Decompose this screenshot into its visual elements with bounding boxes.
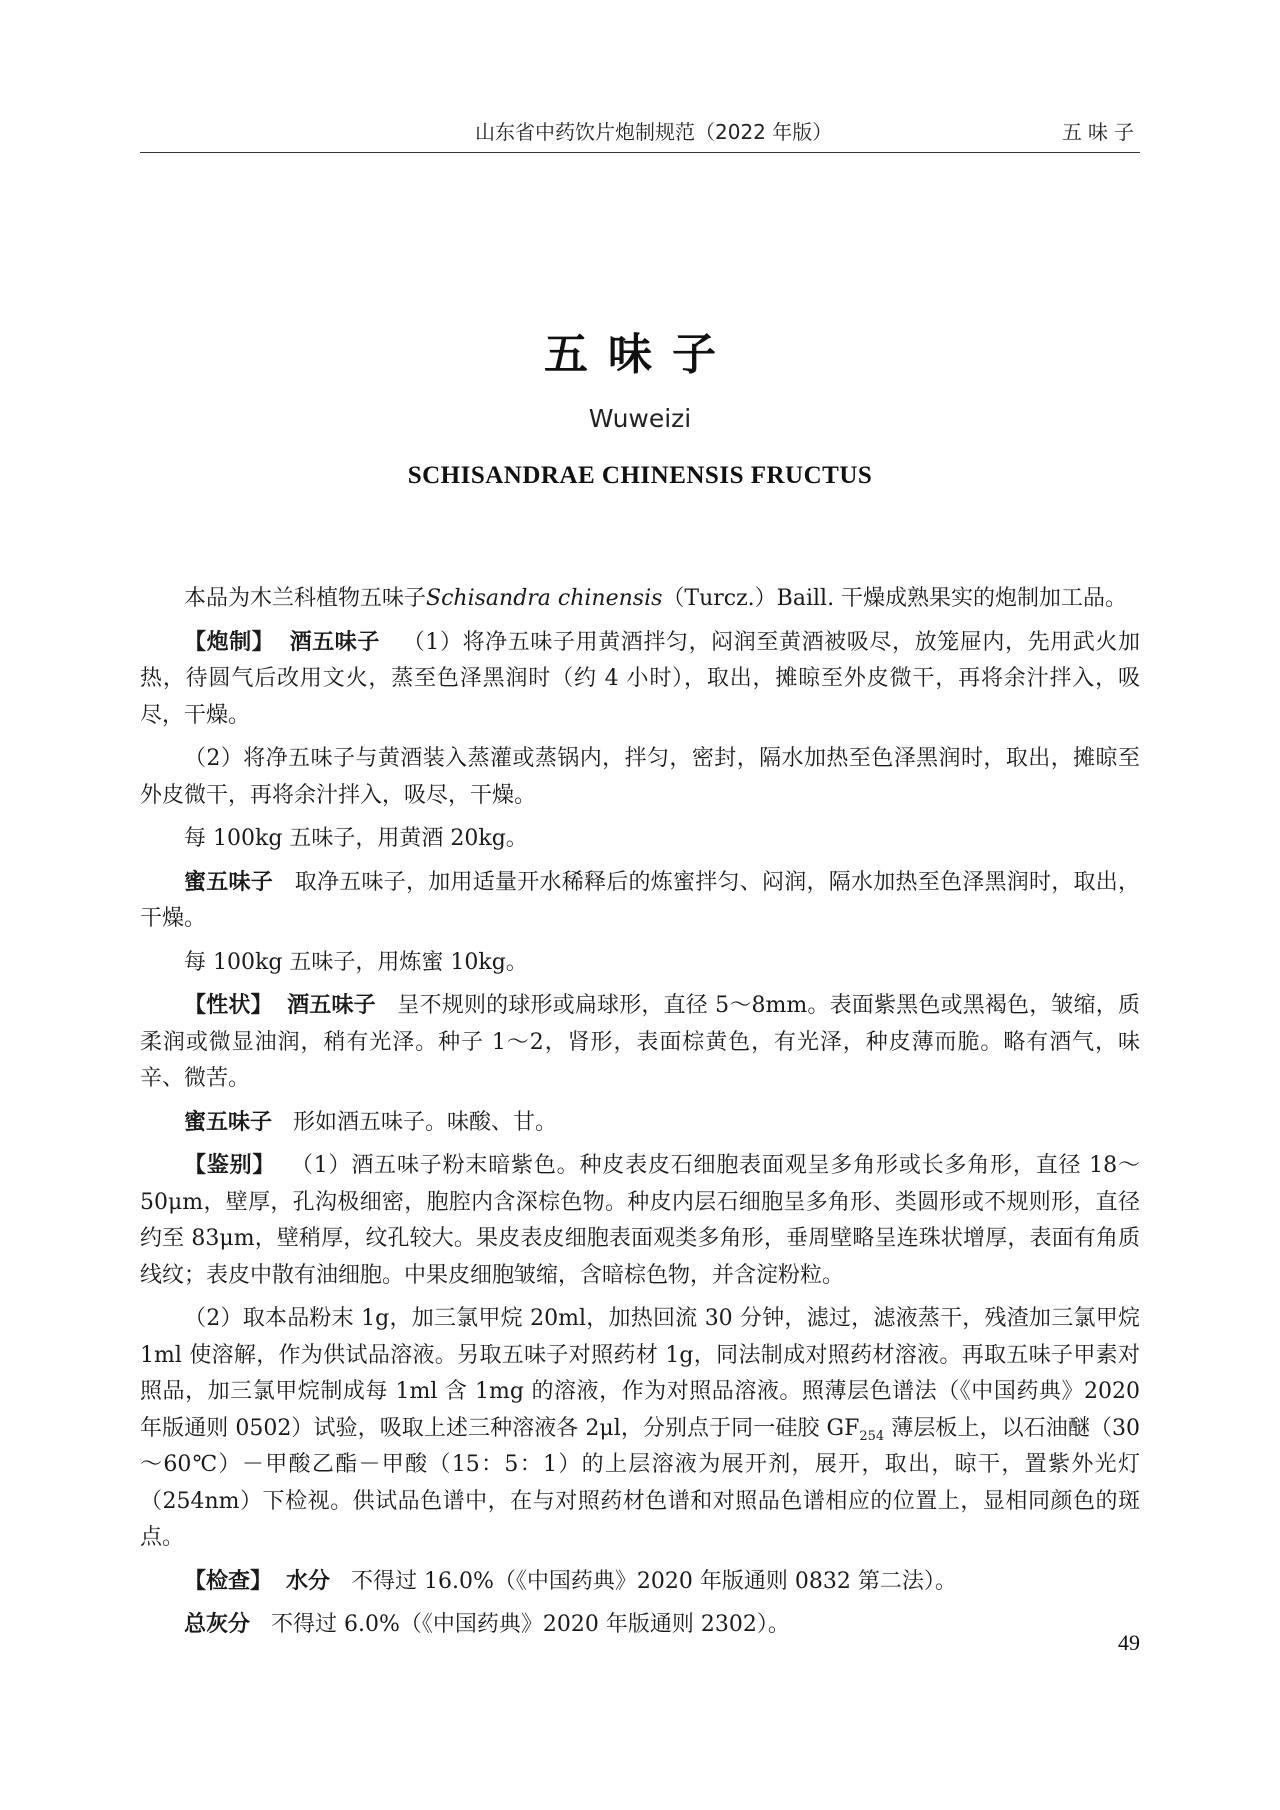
inspection-water-paragraph <box>140 1564 1140 1601</box>
section-name: 五味子 <box>1062 120 1140 144</box>
processing-wine-method-2: （2）将净五味子与黄酒装入蒸灌或蒸锅内，拌匀，密封，隔水加热至色泽黑润时，取出，摊晾至外皮微干，再将余汁拌入，吸尽，干燥。 <box>140 746 1140 808</box>
header-rule <box>140 152 1140 153</box>
identification-paragraph-1 <box>140 1148 1140 1294</box>
honey-method: 取净五味子，加用适量开水稀释后的炼蜜拌匀、闷润，隔水加热至色泽黑润时，取出，干燥。 <box>140 869 1140 931</box>
properties-honey-paragraph <box>140 1105 1140 1142</box>
honey-label: 蜜五味子 <box>184 869 273 895</box>
latin-name: SCHISANDRAE CHINENSIS FRUCTUS <box>407 462 873 489</box>
identification-paragraph-2 <box>140 1301 1140 1557</box>
wine-label: 酒五味子 <box>289 629 380 655</box>
ash-text: 不得过 6.0%（《中国药典》2020 年版通则 2302）。 <box>271 1612 790 1637</box>
intro-prefix: 本品为木兰科植物五味子 <box>184 586 427 611</box>
monograph-body <box>140 581 1140 1651</box>
wine-method-1: （1）将净五味子用黄酒拌匀，闷润至黄酒被吸尽，放笼屉内，先用武火加热，待圆气后改用文火，蒸至色泽黑润时（约 4 小时），取出，摊晾至外皮微干，再将余汁拌入，吸尽，干燥。 <box>140 629 1140 728</box>
ash-label: 总灰分 <box>184 1612 251 1637</box>
properties-honey-label: 蜜五味子 <box>184 1109 273 1135</box>
species-name: Schisandra chinensis <box>426 586 663 611</box>
properties-wine-paragraph <box>140 988 1140 1098</box>
properties-wine-label: 酒五味子 <box>287 993 376 1018</box>
processing-wine-paragraph <box>140 625 1140 735</box>
processing-label: 【炮制】 <box>184 629 275 655</box>
processing-wine-ratio: 每 100kg 五味子，用黄酒 20kg。 <box>184 826 528 851</box>
intro-suffix: （Turcz.）Baill. 干燥成熟果实的炮制加工品。 <box>662 586 1128 611</box>
water-label: 水分 <box>286 1568 331 1594</box>
properties-honey-text: 形如酒五味子。味酸、甘。 <box>293 1109 558 1135</box>
identification-label: 【鉴别】 <box>184 1153 276 1178</box>
running-header <box>140 112 1140 148</box>
identification-text-2b: 薄层板上，以石油醚（30～60℃）－甲酸乙酯－甲酸（15：5：1）的上层溶液为展开剂，展开，取出，晾干，置紫外光灯（254nm）下检视。供试品色谱中，在与对照药材色谱和对照品色谱相应的位置上，显相同颜色的斑点。 <box>140 1415 1141 1550</box>
pinyin-name: Wuweizi <box>588 404 692 433</box>
processing-honey-ratio: 每 100kg 五味子，用炼蜜 10kg。 <box>184 949 528 975</box>
gf-subscript: 254 <box>859 1428 885 1444</box>
properties-label: 【性状】 <box>184 993 273 1018</box>
identification-text-1: （1）酒五味子粉末暗紫色。种皮表皮石细胞表面观呈多角形或长多角形，直径 18～50μm，壁厚，孔沟极细密，胞腔内含深棕色物。种皮内层石细胞呈多角形、类圆形或不规则形，直径约至 83μm，壁稍厚，纹孔较大。果皮表皮细胞表面观类多角形，垂周壁略呈连珠状增厚，表面有角质线纹；表皮中散有油细胞。中果皮细胞皱缩，含暗棕色物，并含淀粉粒。 <box>140 1153 1140 1288</box>
page-title: 五味子 <box>544 329 736 380</box>
water-text: 不得过 16.0%（《中国药典》2020 年版通则 0832 第二法）。 <box>351 1568 957 1594</box>
inspection-ash-paragraph <box>140 1607 1140 1644</box>
intro-paragraph <box>140 581 1140 618</box>
properties-wine-text: 呈不规则的球形或扁球形，直径 5～8mm。表面紫黑色或黑褐色，皱缩，质柔润或微显油润，稍有光泽。种子 1～2，肾形，表面棕黄色，有光泽，种皮薄而脆。略有酒气，味辛、微苦。 <box>140 993 1140 1091</box>
page-number: 49 <box>1118 1630 1140 1655</box>
identification-text-2a: （2）取本品粉末 1g，加三氯甲烷 20ml，加热回流 30 分钟，滤过，滤液蒸干，残渣加三氯甲烷 1ml 使溶解，作为供试品溶液。另取五味子对照药材 1g，同法制成对照药材溶液。再取五味子甲素对照品，加三氯甲烷制成每 1ml 含 1mg 的溶液，作为对照品溶液。照薄层色谱法（《中国药典》2020 年版通则 0502）试验，吸取上述三种溶液各 2μl，分别点于同一硅胶 GF <box>140 1306 1140 1441</box>
inspection-label: 【检查】 <box>184 1568 273 1594</box>
book-title: 山东省中药饮片炮制规范（2022 年版） <box>475 120 833 144</box>
processing-honey-paragraph <box>140 865 1140 938</box>
